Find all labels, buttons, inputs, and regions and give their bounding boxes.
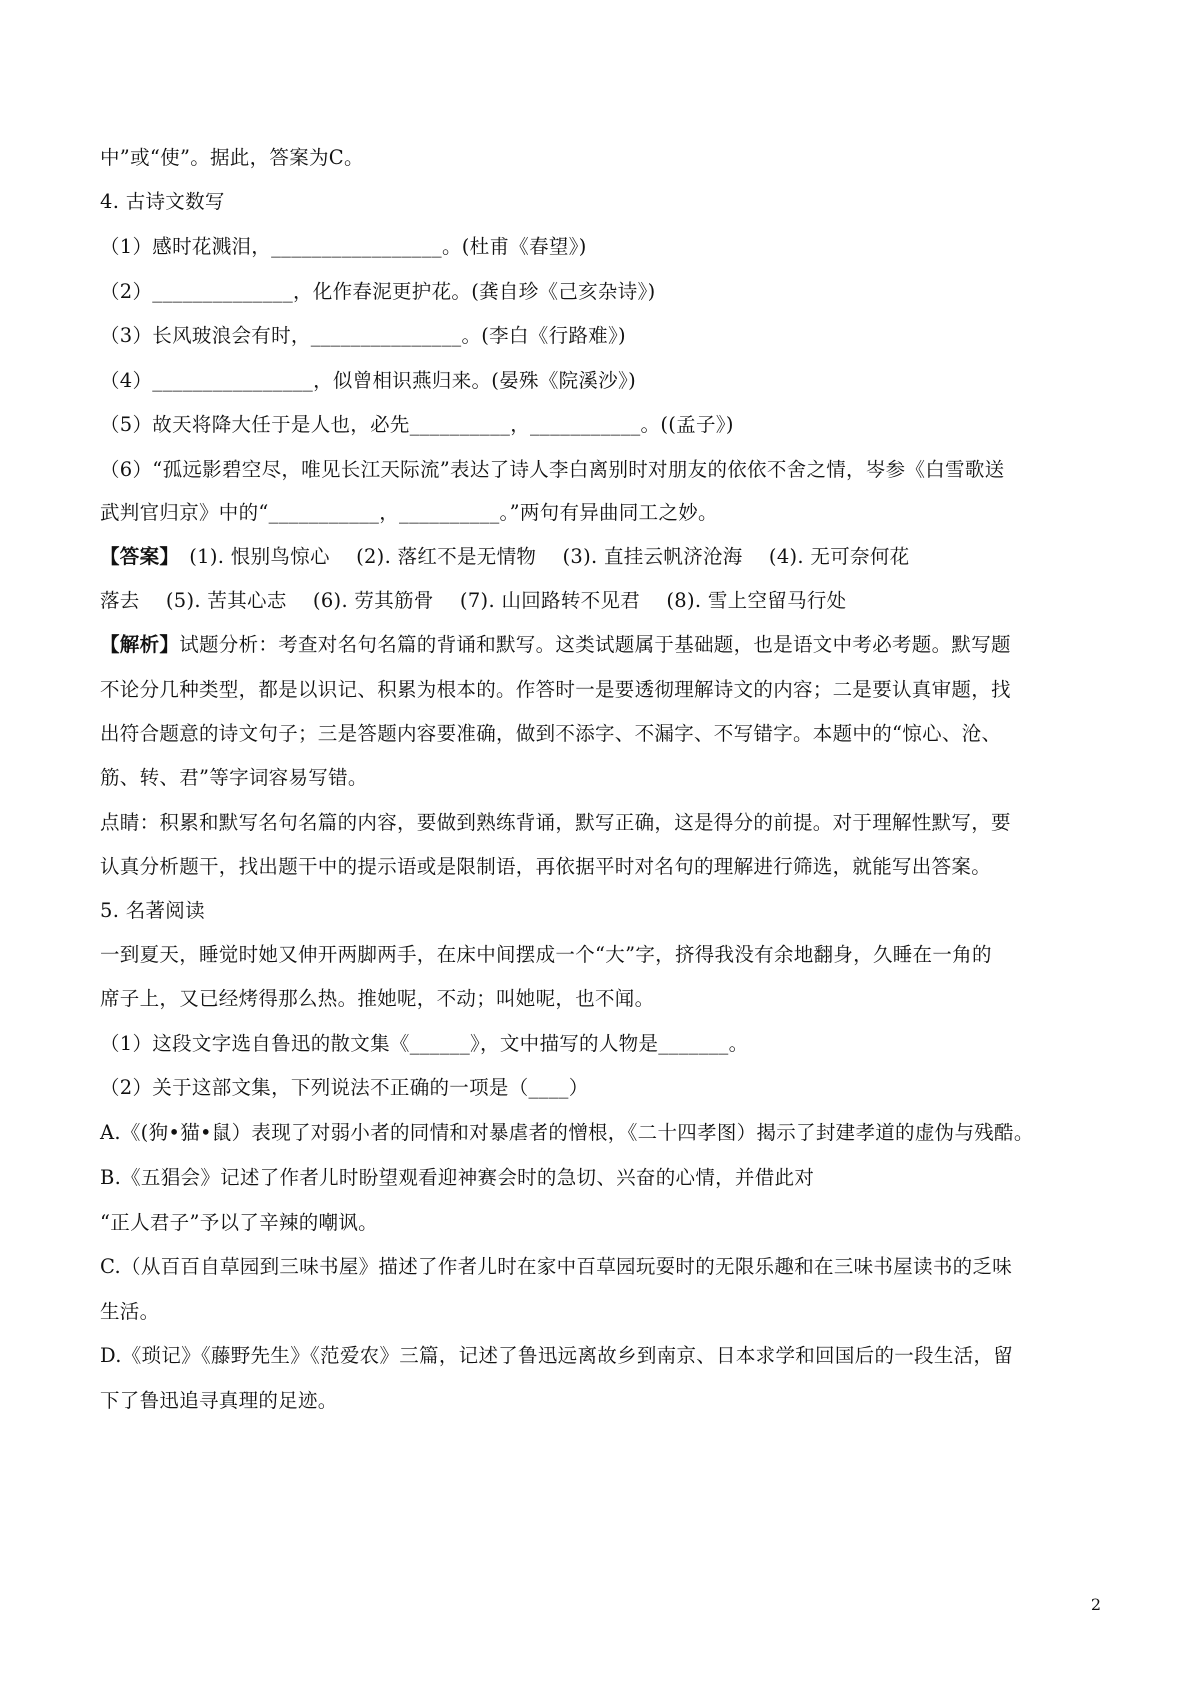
line-text: （5）故天将降大任于是人也，必先__________，___________。((孟子》) xyxy=(100,413,734,436)
line-text: C.（从百百自草园到三味书屋》描述了作者儿时在家中百草园玩耍时的无限乐趣和在三味书屋读书的乏味 xyxy=(100,1255,1013,1278)
line-text: (1). 恨别鸟惊心 (2). 落红不是无情物 (3). 直挂云帆济沧海 (4). 无可奈何花 xyxy=(169,545,910,568)
text-line xyxy=(100,721,1001,747)
line-text: 席子上，又已经烤得那么热。推她呢，不动；叫她呢，也不闻。 xyxy=(100,987,655,1010)
line-text: 中”或“使”。据此，答案为C。 xyxy=(100,146,364,169)
line-text: （3）长风玻浪会有时，_______________。(李白《行路难》) xyxy=(100,324,626,347)
line-text: 筋、转、君”等字词容易写错。 xyxy=(100,766,368,789)
question-heading xyxy=(100,189,225,215)
text-line xyxy=(100,368,636,394)
text-line xyxy=(100,500,718,526)
question-heading xyxy=(100,898,205,924)
line-text: 落去 (5). 苦其心志 (6). 劳其筋骨 (7). 山回路转不见君 (8). 雪上空留马行处 xyxy=(100,589,847,612)
line-text: 出符合题意的诗文句子；三是答题内容要准确，做到不添字、不漏字、不写错字。本题中的“惊心、沧、 xyxy=(100,722,1002,745)
text-line xyxy=(100,145,364,171)
line-text: 4. 古诗文数写 xyxy=(100,190,225,213)
text-line xyxy=(100,588,846,614)
line-text: （2）______________，化作春泥更护花。(龚自珍《己亥杂诗》) xyxy=(100,280,656,303)
line-text: “正人君子”予以了辛辣的嘲讽。 xyxy=(100,1211,378,1234)
line-text: 点睛：积累和默写名句名篇的内容，要做到熟练背诵，默写正确，这是得分的前提。对于理解性默写，要 xyxy=(100,811,1011,834)
option-a xyxy=(100,1120,1034,1146)
text-line xyxy=(100,279,655,305)
text-line xyxy=(100,854,991,880)
line-text: 认真分析题干，找出题干中的提示语或是限制语，再依据平时对名句的理解进行筛选，就能写出答案。 xyxy=(100,855,992,878)
option-b xyxy=(100,1165,814,1191)
line-text: 不论分几种类型，都是以识记、积累为根本的。作答时一是要透彻理解诗文的内容；二是要认真审题，找 xyxy=(100,678,1011,701)
line-text: 武判官归京》中的“___________，__________。”两句有异曲同工之妙。 xyxy=(100,501,718,524)
text-line xyxy=(100,457,1004,483)
line-text: B.《五猖会》记述了作者儿时盼望观看迎神赛会时的急切、兴奋的心情，并借此对 xyxy=(100,1166,815,1189)
analysis-line xyxy=(100,632,1011,658)
line-text: 5. 名著阅读 xyxy=(100,899,205,922)
analysis-label: 【解析】 xyxy=(100,633,180,656)
text-line xyxy=(100,1075,589,1101)
line-text: （1）感时花溅泪，_________________。(杜甫《春望》) xyxy=(100,235,587,258)
answer-label: 【答案】 xyxy=(100,545,170,568)
option-c xyxy=(100,1254,1012,1280)
text-line xyxy=(100,765,368,791)
option-d xyxy=(100,1343,1013,1369)
line-text: D.《琐记》《藤野先生》《范爱农》三篇，记述了鲁迅远离故乡到南京、日本求学和回国后的一段生活，留 xyxy=(100,1344,1014,1367)
text-line xyxy=(100,234,587,260)
line-text: （6）“孤远影碧空尽，唯见长江天际流”表达了诗人李白离别时对朋友的依依不舍之情，岑参《白雪歌送 xyxy=(100,458,1005,481)
text-line xyxy=(100,810,1011,836)
line-text: （2）关于这部文集，下列说法不正确的一项是（____） xyxy=(100,1076,589,1099)
line-text: A.《(狗•猫•鼠）表现了对弱小者的同情和对暴虐者的憎根，《二十四孝图）揭示了封建孝道的虚伪与残酷。 xyxy=(100,1121,1034,1144)
line-text: 一到夏天，睡觉时她又伸开两脚两手，在床中间摆成一个“大”字，挤得我没有余地翻身，久睡在一角的 xyxy=(100,943,992,966)
page-number: 2 xyxy=(1090,1595,1101,1614)
line-text: （1）这段文字选自鲁迅的散文集《______》，文中描写的人物是_______。 xyxy=(100,1032,749,1055)
text-line xyxy=(100,323,626,349)
text-line xyxy=(100,1031,748,1057)
text-line xyxy=(100,677,1011,703)
text-line xyxy=(100,412,734,438)
text-line xyxy=(100,986,654,1012)
line-text: 试题分析：考查对名句名篇的背诵和默写。这类试题属于基础题，也是语文中考必考题。默写题 xyxy=(179,633,1011,656)
text-line xyxy=(100,1210,378,1236)
line-text: （4）________________，似曾相识燕归来。(晏殊《院溪沙》) xyxy=(100,369,636,392)
text-line xyxy=(100,942,992,968)
text-line xyxy=(100,1388,338,1414)
line-text: 生活。 xyxy=(100,1300,160,1323)
line-text: 下了鲁迅追寻真理的足迹。 xyxy=(100,1389,338,1412)
text-line xyxy=(100,1299,159,1325)
answer-line xyxy=(100,544,909,570)
